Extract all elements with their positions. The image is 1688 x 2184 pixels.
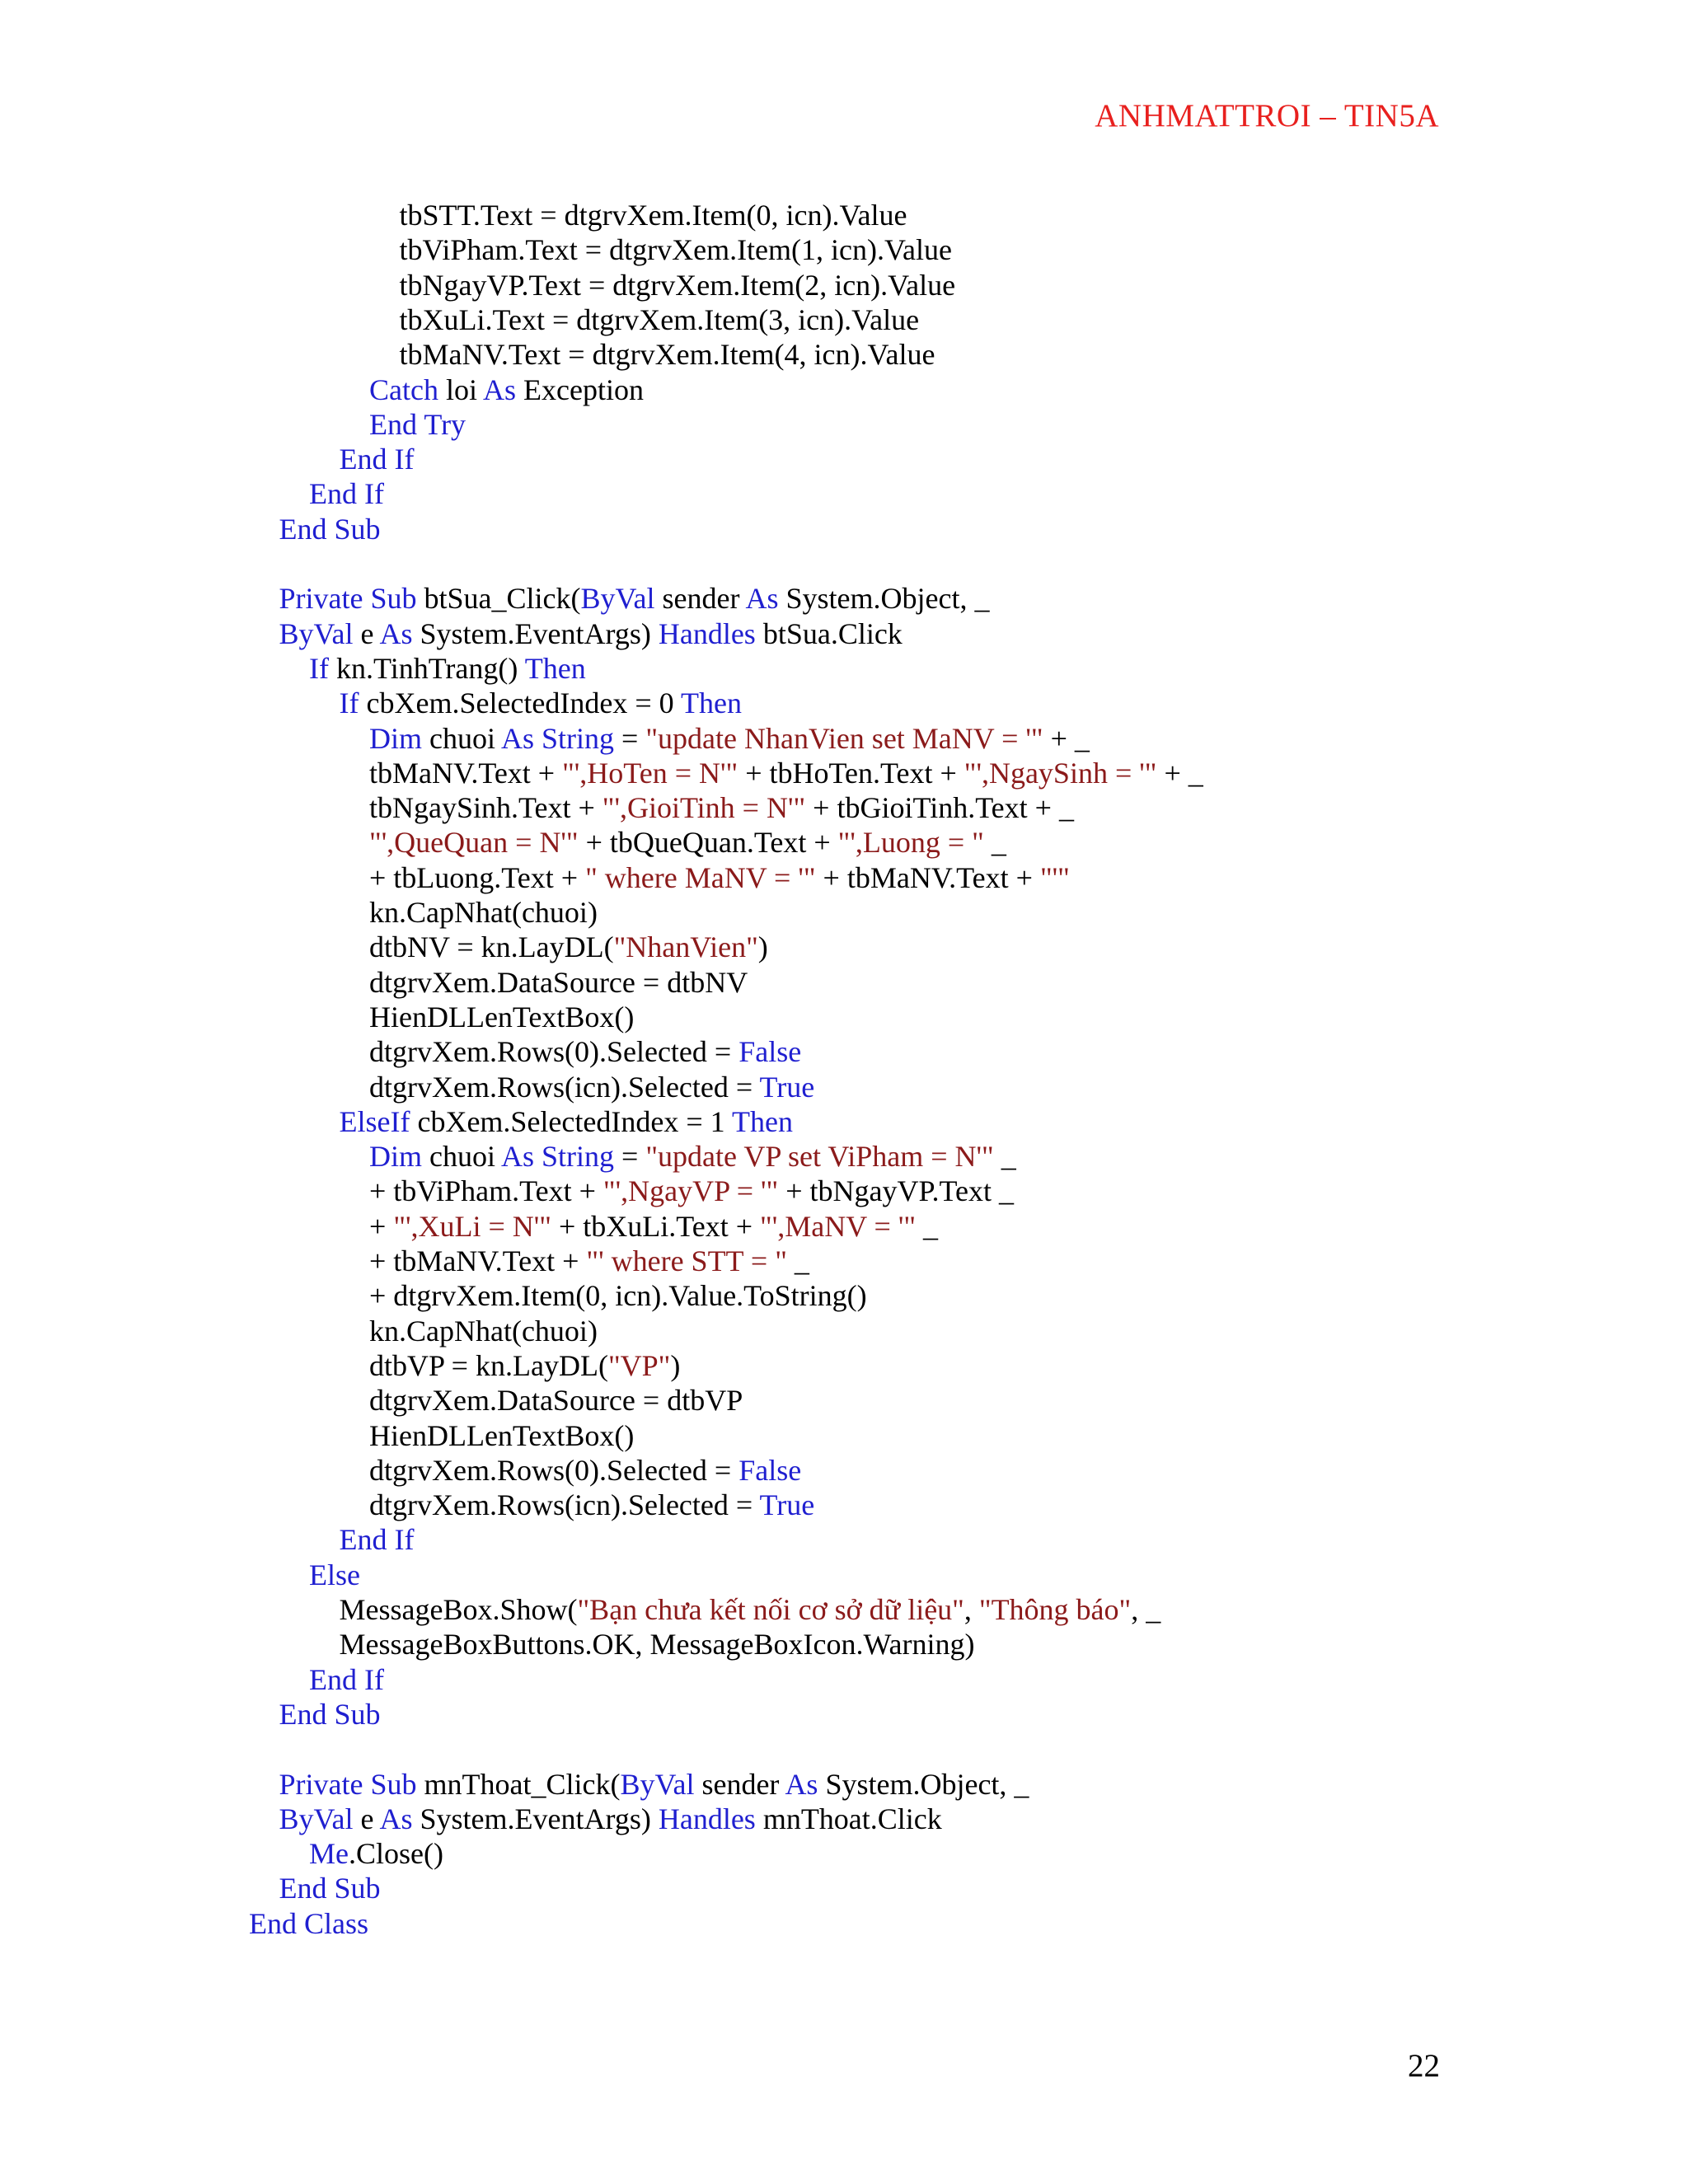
- code-line: [369, 1453, 801, 1488]
- code-string: "',NgayVP = '": [603, 1174, 779, 1208]
- code-text: tbViPham.Text = dtgrvXem.Item(1, icn).Value: [399, 233, 952, 267]
- code-text: System.Object, _: [818, 1767, 1029, 1801]
- code-keyword: Then: [524, 651, 586, 685]
- code-line: [309, 1836, 443, 1871]
- code-text: =: [614, 1140, 646, 1174]
- code-text: mnThoat_Click(: [416, 1767, 621, 1801]
- code-keyword: End If: [339, 1523, 415, 1557]
- code-line: [369, 1278, 867, 1313]
- code-text: tbMaNV.Text +: [369, 756, 563, 790]
- code-text: sender: [654, 582, 746, 616]
- page-number: 22: [1408, 2048, 1440, 2083]
- code-string: "' where STT = ": [586, 1244, 787, 1277]
- code-line: [279, 616, 903, 651]
- code-line: [369, 1348, 680, 1383]
- code-line: [279, 1802, 942, 1836]
- code-string: "',QueQuan = N'": [369, 826, 579, 860]
- code-line: [400, 268, 956, 302]
- code-string: "Bạn chưa kết nối cơ sở dữ liệu": [577, 1593, 964, 1626]
- code-text: =: [614, 721, 646, 755]
- code-string: "Thông báo": [978, 1593, 1132, 1626]
- code-line: [279, 1697, 381, 1732]
- code-text: cbXem.SelectedIndex = 0: [359, 687, 681, 720]
- code-string: "NhanVien": [613, 930, 758, 964]
- code-line: [279, 581, 990, 616]
- code-text: +: [369, 1209, 394, 1243]
- code-text: kn.CapNhat(chuoi): [369, 1314, 598, 1347]
- code-text: kn.CapNhat(chuoi): [369, 896, 598, 929]
- code-text: System.Object, _: [778, 582, 990, 616]
- code-text: MessageBoxButtons.OK, MessageBoxIcon.Warning): [339, 1628, 975, 1661]
- code-text: Exception: [516, 373, 644, 406]
- code-line: [369, 825, 1006, 860]
- code-text: + tbGioiTinh.Text + _: [805, 791, 1074, 825]
- code-text: dtgrvXem.Rows(icn).Selected =: [369, 1488, 760, 1522]
- code-string: "update NhanVien set MaNV = '": [645, 721, 1043, 755]
- code-text: tbNgaySinh.Text +: [369, 791, 603, 825]
- code-text: e: [353, 1802, 380, 1835]
- code-string: " where MaNV = '": [585, 860, 816, 894]
- code-keyword: Private Sub: [279, 582, 417, 616]
- code-line: [400, 198, 907, 232]
- code-text: mnThoat.Click: [755, 1802, 942, 1835]
- code-keyword: ByVal: [620, 1767, 695, 1801]
- code-keyword: End Sub: [279, 1872, 381, 1905]
- code-string: "update VP set ViPham = N'": [645, 1140, 994, 1174]
- code-keyword: As String: [501, 721, 615, 755]
- code-text: dtgrvXem.DataSource = dtbNV: [369, 965, 748, 999]
- code-text: HienDLLenTextBox(): [369, 1000, 635, 1033]
- code-text: + tbLuong.Text +: [369, 860, 586, 894]
- code-keyword: As: [379, 616, 413, 650]
- code-text: System.EventArgs): [412, 1802, 659, 1835]
- code-keyword: False: [738, 1453, 802, 1487]
- code-text: dtgrvXem.DataSource = dtbVP: [369, 1384, 743, 1418]
- code-keyword: As: [379, 1802, 413, 1835]
- code-keyword: True: [759, 1488, 815, 1522]
- code-line: [340, 1592, 1161, 1627]
- code-keyword: As: [785, 1767, 818, 1801]
- code-text: ): [757, 930, 768, 964]
- code-text: chuoi: [422, 721, 502, 755]
- code-line: [309, 651, 586, 686]
- code-keyword: Then: [731, 1104, 793, 1138]
- code-line: [369, 895, 598, 930]
- code-text: tbXuLi.Text = dtgrvXem.Item(3, icn).Value: [399, 302, 920, 336]
- code-text: _: [983, 826, 1006, 860]
- code-line: [279, 512, 381, 546]
- code-keyword: End Sub: [279, 1697, 381, 1731]
- code-text: + tbViPham.Text +: [369, 1174, 603, 1208]
- code-keyword: End Class: [249, 1906, 369, 1940]
- code-text: ): [670, 1348, 681, 1382]
- code-keyword: ElseIf: [339, 1104, 410, 1138]
- code-line: [340, 1522, 415, 1557]
- code-string: "',GioiTinh = N'": [602, 791, 806, 825]
- code-line: [309, 1662, 384, 1697]
- code-line: [340, 686, 742, 720]
- document-header: ANHMATTROI – TIN5A: [1095, 98, 1439, 134]
- code-keyword: If: [339, 687, 359, 720]
- code-line: [369, 1139, 1016, 1174]
- code-text: dtgrvXem.Rows(0).Selected =: [369, 1453, 739, 1487]
- code-keyword: Private Sub: [279, 1767, 417, 1801]
- code-keyword: Me: [309, 1837, 349, 1871]
- code-keyword: If: [309, 651, 329, 685]
- code-text: _: [993, 1140, 1016, 1174]
- code-line: [369, 1488, 814, 1522]
- code-text: _: [916, 1209, 939, 1243]
- code-keyword: ByVal: [279, 1802, 354, 1835]
- code-text: + _: [1156, 756, 1203, 790]
- code-string: "',MaNV = '": [760, 1209, 917, 1243]
- code-text: tbSTT.Text = dtgrvXem.Item(0, icn).Value: [399, 199, 907, 232]
- code-string: "',NgaySinh = '": [964, 756, 1157, 790]
- code-string: "',Luong = ": [837, 826, 984, 860]
- code-text: + tbQueQuan.Text +: [578, 826, 838, 860]
- code-line: [279, 1871, 381, 1905]
- code-text: + tbXuLi.Text +: [551, 1209, 761, 1243]
- code-keyword: False: [738, 1035, 802, 1069]
- code-text: dtgrvXem.Rows(0).Selected =: [369, 1035, 739, 1069]
- code-text: dtgrvXem.Rows(icn).Selected =: [369, 1070, 760, 1104]
- code-text: + tbMaNV.Text +: [815, 860, 1040, 894]
- code-line: [369, 790, 1074, 825]
- code-keyword: Dim: [369, 1140, 423, 1174]
- code-keyword: Catch: [369, 373, 438, 406]
- code-line: [309, 1558, 360, 1592]
- code-keyword: Else: [309, 1558, 360, 1591]
- code-line: [249, 1906, 368, 1941]
- code-line: [340, 442, 415, 476]
- code-keyword: As: [483, 373, 517, 406]
- code-line: [369, 373, 644, 407]
- code-text: MessageBox.Show(: [339, 1593, 578, 1626]
- code-keyword: End If: [339, 443, 415, 476]
- code-text: e: [353, 616, 380, 650]
- code-text: + tbHoTen.Text +: [738, 756, 964, 790]
- code-keyword: ByVal: [279, 616, 354, 650]
- code-keyword: End If: [309, 1662, 384, 1696]
- code-line: [279, 1767, 1029, 1802]
- code-text: _: [786, 1244, 809, 1277]
- code-keyword: End Sub: [279, 512, 381, 546]
- code-line: [309, 476, 384, 511]
- code-line: [369, 1244, 809, 1278]
- code-keyword: Handles: [658, 616, 756, 650]
- code-string: "',XuLi = N'": [393, 1209, 551, 1243]
- code-text: + dtgrvXem.Item(0, icn).Value.ToString(): [369, 1279, 867, 1313]
- code-keyword: As String: [501, 1140, 615, 1174]
- code-line: [400, 232, 952, 267]
- code-keyword: True: [759, 1070, 815, 1104]
- code-string: "'": [1039, 860, 1070, 894]
- code-text: HienDLLenTextBox(): [369, 1418, 635, 1452]
- code-keyword: As: [745, 582, 779, 616]
- code-text: + tbMaNV.Text +: [369, 1244, 587, 1277]
- code-string: "VP": [607, 1348, 671, 1382]
- code-text: loi: [438, 373, 484, 406]
- code-text: chuoi: [422, 1140, 502, 1174]
- code-line: [400, 337, 935, 372]
- code-line: [369, 1209, 938, 1244]
- code-text: System.EventArgs): [412, 616, 659, 650]
- code-text: kn.TinhTrang(): [328, 651, 525, 685]
- code-line: [369, 1314, 598, 1348]
- code-line: [369, 756, 1203, 790]
- code-text: dtbNV = kn.LayDL(: [369, 930, 614, 964]
- code-keyword: Then: [681, 687, 742, 720]
- code-keyword: End Try: [369, 407, 467, 441]
- code-line: [369, 1174, 1014, 1208]
- code-line: [369, 1383, 743, 1418]
- code-line: [369, 1000, 634, 1034]
- code-text: + _: [1043, 721, 1090, 755]
- code-line: [400, 302, 920, 337]
- code-keyword: Dim: [369, 721, 423, 755]
- code-line: [369, 1418, 634, 1453]
- code-line: [369, 1034, 801, 1069]
- code-keyword: ByVal: [580, 582, 655, 616]
- code-text: + tbNgayVP.Text _: [778, 1174, 1015, 1208]
- code-text: , _: [1131, 1593, 1161, 1626]
- code-text: cbXem.SelectedIndex = 1: [410, 1104, 732, 1138]
- code-keyword: Handles: [658, 1802, 756, 1835]
- code-text: btSua_Click(: [416, 582, 581, 616]
- code-line: [340, 1627, 975, 1661]
- code-text: dtbVP = kn.LayDL(: [369, 1348, 608, 1382]
- code-text: .Close(): [349, 1837, 443, 1871]
- code-line: [369, 721, 1090, 756]
- code-line: [369, 407, 466, 442]
- code-keyword: End If: [309, 477, 384, 511]
- code-line: [369, 1070, 814, 1104]
- code-text: ,: [964, 1593, 979, 1626]
- code-text: sender: [694, 1767, 785, 1801]
- code-line: [369, 965, 748, 1000]
- code-line: [340, 1104, 793, 1139]
- code-string: "',HoTen = N'": [562, 756, 738, 790]
- code-text: tbMaNV.Text = dtgrvXem.Item(4, icn).Value: [399, 338, 935, 372]
- code-text: btSua.Click: [755, 616, 903, 650]
- code-text: tbNgayVP.Text = dtgrvXem.Item(2, icn).Value: [399, 268, 956, 302]
- code-line: [369, 930, 768, 964]
- code-line: [369, 860, 1070, 895]
